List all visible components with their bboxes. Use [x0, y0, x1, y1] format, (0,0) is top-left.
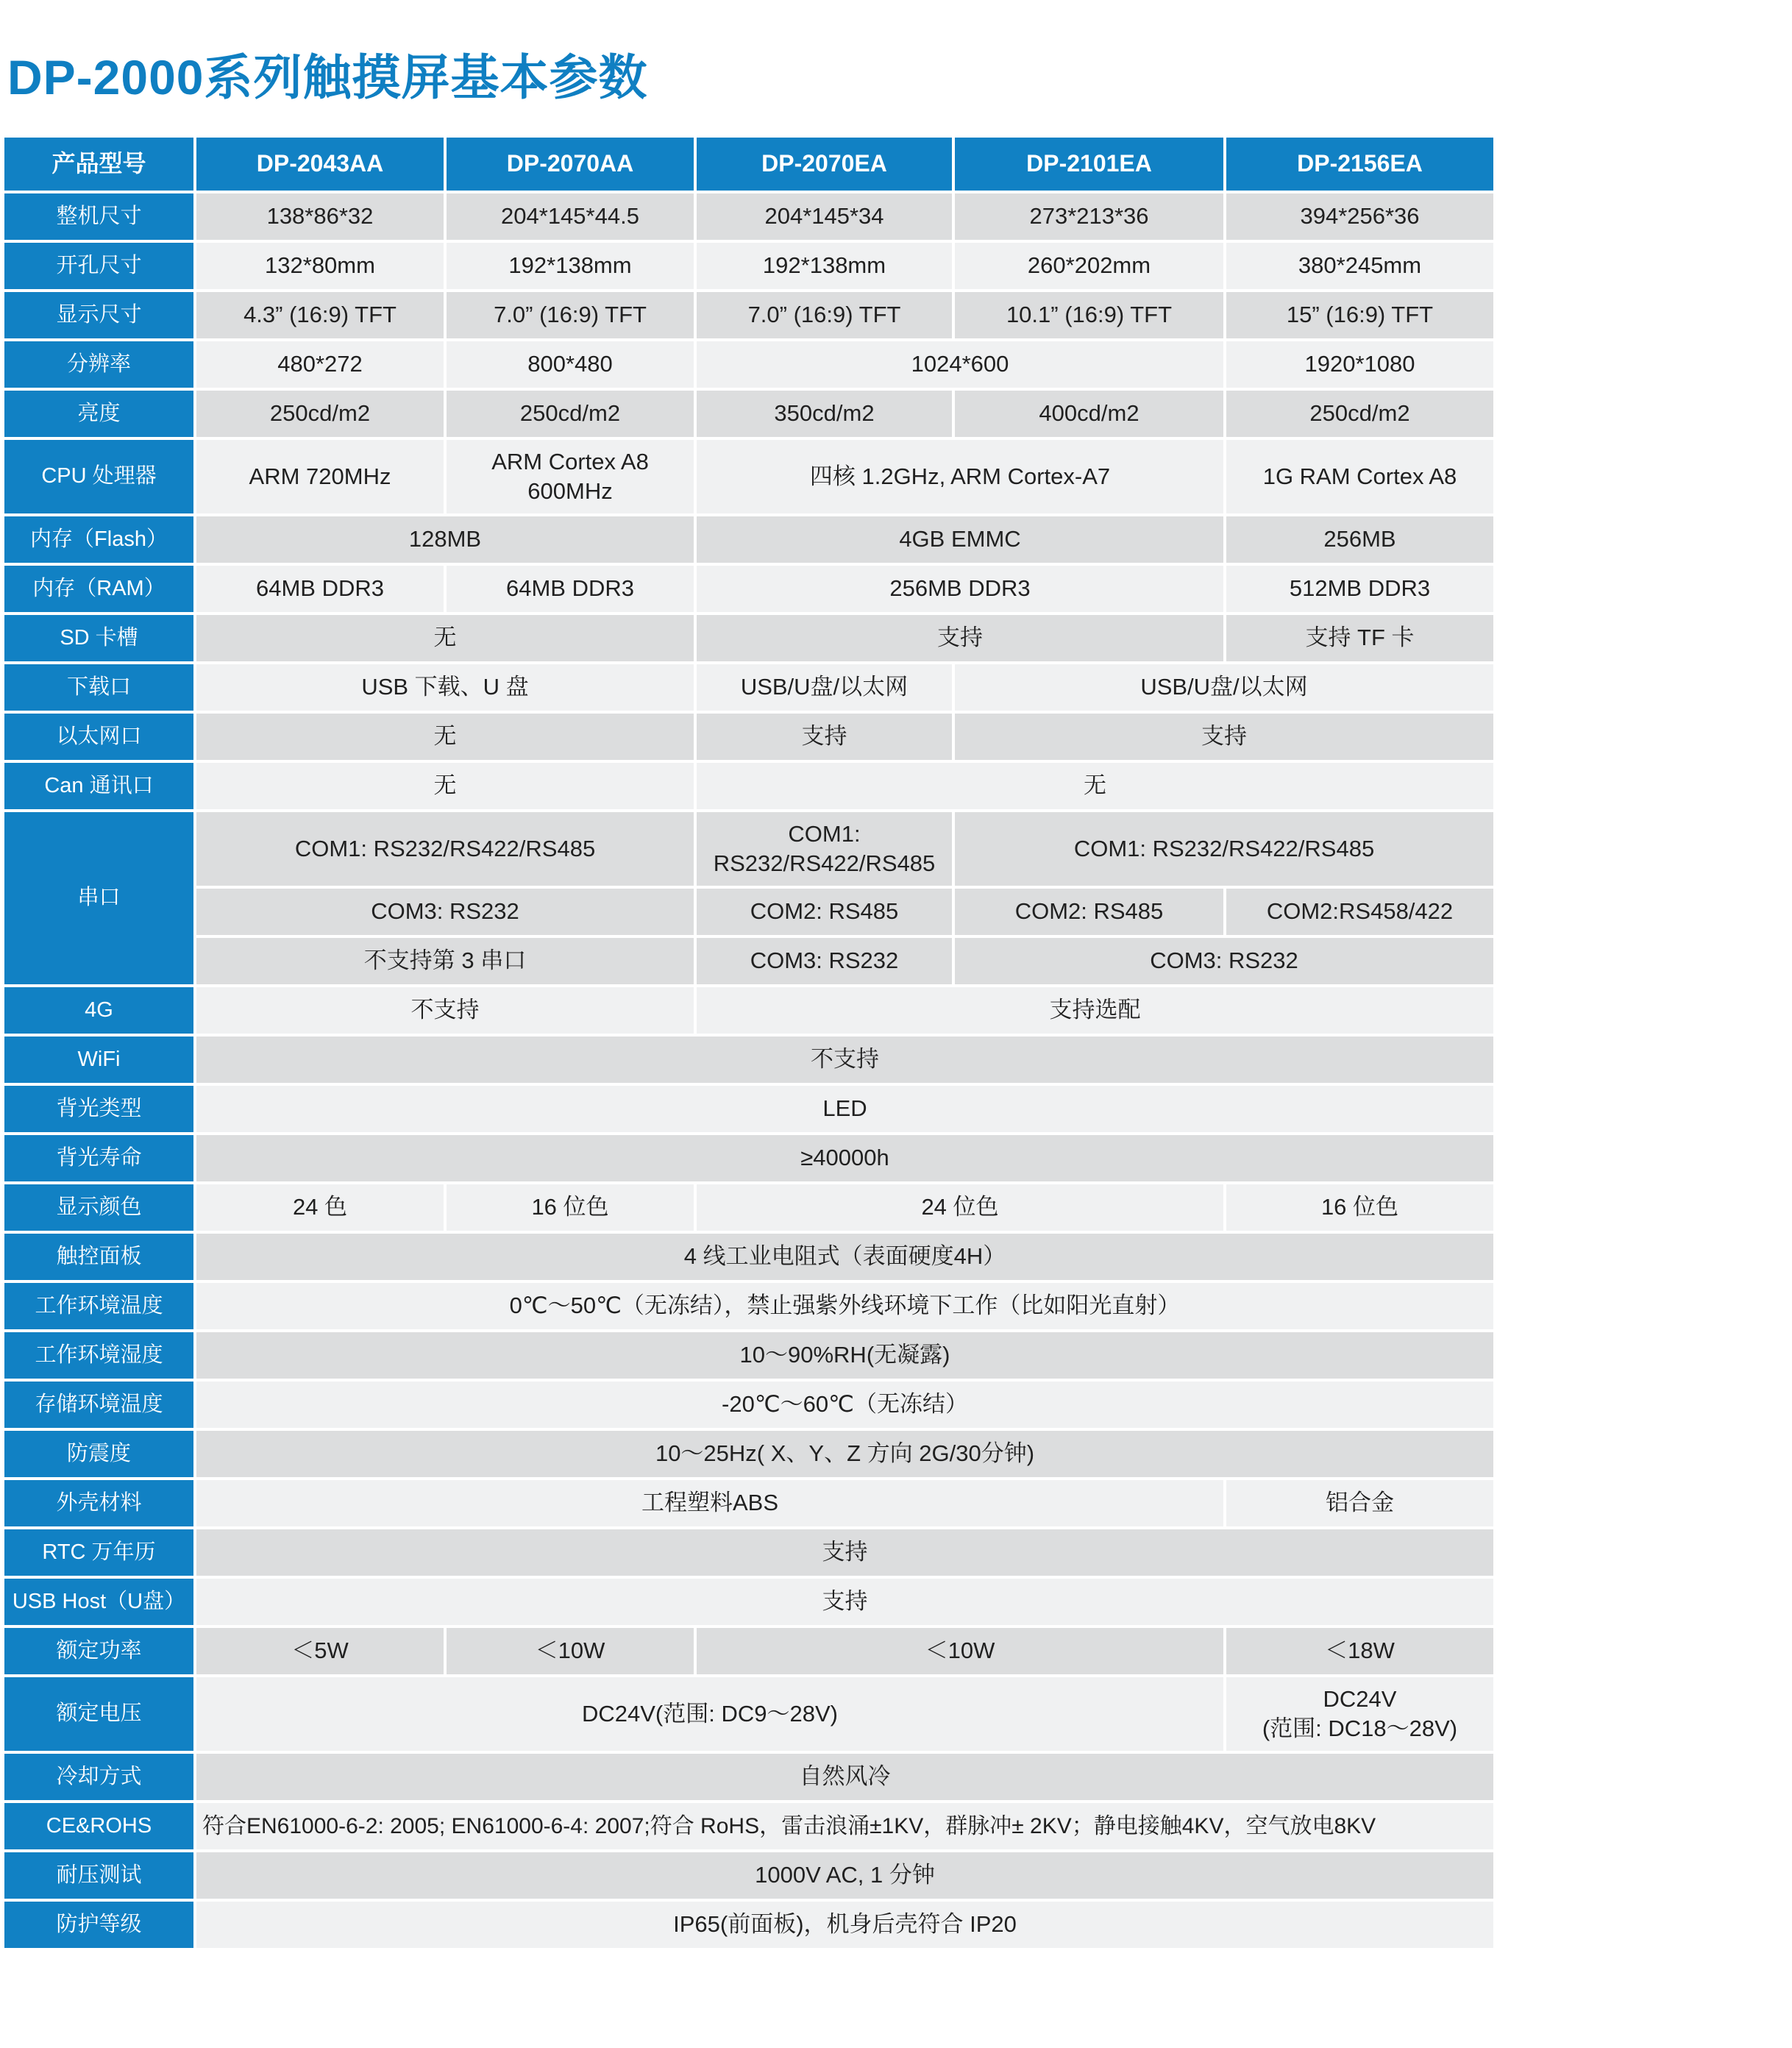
value-cell: -20℃～60℃（无冻结） — [196, 1382, 1493, 1428]
value-cell: 4GB EMMC — [697, 516, 1223, 563]
value-cell: 380*245mm — [1226, 243, 1493, 289]
value-cell: 24 位色 — [697, 1184, 1223, 1231]
value-cell: 204*145*34 — [697, 193, 952, 240]
value-cell: COM2:RS458/422 — [1226, 889, 1493, 935]
value-cell: 0℃～50℃（无冻结），禁止强紫外线环境下工作（比如阳光直射） — [196, 1283, 1493, 1329]
param-label-cell: 开孔尺寸 — [4, 243, 193, 289]
value-cell: 不支持 — [196, 987, 694, 1034]
value-cell: 204*145*44.5 — [447, 193, 694, 240]
value-cell: 四核 1.2GHz, ARM Cortex-A7 — [697, 440, 1223, 513]
value-cell: 128MB — [196, 516, 694, 563]
value-cell: 256MB DDR3 — [697, 566, 1223, 612]
value-cell: COM2: RS485 — [697, 889, 952, 935]
value-cell: 64MB DDR3 — [196, 566, 444, 612]
value-cell: USB/U盘/以太网 — [697, 664, 952, 711]
param-label-cell: 整机尺寸 — [4, 193, 193, 240]
value-cell: 64MB DDR3 — [447, 566, 694, 612]
column-header-model: DP-2156EA — [1226, 138, 1493, 191]
value-cell — [447, 440, 694, 513]
value-cell: 7.0” (16:9) TFT — [697, 292, 952, 338]
value-cell: LED — [196, 1086, 1493, 1132]
param-label-cell: 防护等级 — [4, 1902, 193, 1948]
value-cell: 1024*600 — [697, 341, 1223, 388]
param-label-cell: 亮度 — [4, 391, 193, 437]
value-cell: ＜5W — [196, 1628, 444, 1674]
value-cell: ≥40000h — [196, 1135, 1493, 1181]
value-cell: 符合EN61000-6-2: 2005; EN61000-6-4: 2007;符合 RoHS，雷击浪涌±1KV，群脉冲± 2KV；静电接触4KV，空气放电8KV — [196, 1803, 1493, 1849]
param-label-cell: 分辨率 — [4, 341, 193, 388]
param-label-cell: USB Host（U盘） — [4, 1579, 193, 1625]
value-cell: 自然风冷 — [196, 1754, 1493, 1800]
value-cell: 400cd/m2 — [955, 391, 1223, 437]
value-cell: 支持 — [697, 615, 1223, 661]
column-header-model: DP-2070AA — [447, 138, 694, 191]
value-cell: 7.0” (16:9) TFT — [447, 292, 694, 338]
value-cell: 不支持 — [196, 1037, 1493, 1083]
param-label-cell: 4G — [4, 987, 193, 1034]
value-cell: 250cd/m2 — [196, 391, 444, 437]
param-label-cell: 存储环境温度 — [4, 1382, 193, 1428]
cell-line: (范围: DC18～28V) — [1262, 1715, 1458, 1741]
param-label-cell: 防震度 — [4, 1431, 193, 1477]
param-label-cell: 耐压测试 — [4, 1852, 193, 1899]
value-cell: DC24V(范围: DC9～28V) — [196, 1677, 1223, 1751]
spec-table — [4, 138, 1493, 1948]
value-cell: 16 位色 — [1226, 1184, 1493, 1231]
value-cell: COM1: RS232/RS422/RS485 — [196, 812, 694, 886]
param-label-cell: 外壳材料 — [4, 1480, 193, 1526]
value-cell: 24 色 — [196, 1184, 444, 1231]
value-cell: 工程塑料ABS — [196, 1480, 1223, 1526]
value-cell: 支持 TF 卡 — [1226, 615, 1493, 661]
value-cell: 4.3” (16:9) TFT — [196, 292, 444, 338]
param-label-cell: 背光类型 — [4, 1086, 193, 1132]
param-label-cell: 工作环境湿度 — [4, 1332, 193, 1379]
value-cell: 10～25Hz( X、Y、Z 方向 2G/30分钟) — [196, 1431, 1493, 1477]
value-cell: 无 — [196, 763, 694, 809]
value-cell: ＜10W — [447, 1628, 694, 1674]
cell-line: 600MHz — [527, 478, 613, 504]
value-cell: 260*202mm — [955, 243, 1223, 289]
value-cell: 132*80mm — [196, 243, 444, 289]
param-label-cell: 背光寿命 — [4, 1135, 193, 1181]
value-cell: 250cd/m2 — [447, 391, 694, 437]
value-cell: 无 — [196, 615, 694, 661]
page-title: DP-2000系列触摸屏基本参数 — [7, 50, 648, 104]
value-cell: 512MB DDR3 — [1226, 566, 1493, 612]
value-cell: 1000V AC, 1 分钟 — [196, 1852, 1493, 1899]
value-cell — [697, 812, 952, 886]
cell-line: ARM Cortex A8 — [491, 448, 649, 474]
param-label-cell: CE&ROHS — [4, 1803, 193, 1849]
value-cell: ＜18W — [1226, 1628, 1493, 1674]
value-cell: COM3: RS232 — [697, 938, 952, 984]
value-cell: 250cd/m2 — [1226, 391, 1493, 437]
value-cell: 10～90%RH(无凝露) — [196, 1332, 1493, 1379]
value-cell: 无 — [697, 763, 1493, 809]
param-label-cell: RTC 万年历 — [4, 1529, 193, 1576]
value-cell: USB/U盘/以太网 — [955, 664, 1493, 711]
value-cell: 480*272 — [196, 341, 444, 388]
param-label-cell: 额定功率 — [4, 1628, 193, 1674]
value-cell: 1G RAM Cortex A8 — [1226, 440, 1493, 513]
value-cell: 支持 — [196, 1579, 1493, 1625]
param-label-cell: 冷却方式 — [4, 1754, 193, 1800]
value-cell: 10.1” (16:9) TFT — [955, 292, 1223, 338]
param-label-cell: 下载口 — [4, 664, 193, 711]
column-header-model: DP-2101EA — [955, 138, 1223, 191]
value-cell: 138*86*32 — [196, 193, 444, 240]
column-header-param: 产品型号 — [4, 138, 193, 191]
param-label-cell: 串口 — [4, 812, 193, 984]
param-label-cell: CPU 处理器 — [4, 440, 193, 513]
param-label-cell: WiFi — [4, 1037, 193, 1083]
value-cell: 铝合金 — [1226, 1480, 1493, 1526]
column-header-model: DP-2043AA — [196, 138, 444, 191]
column-header-model: DP-2070EA — [697, 138, 952, 191]
param-label-cell: SD 卡槽 — [4, 615, 193, 661]
value-cell — [1226, 1677, 1493, 1751]
value-cell: IP65(前面板)，机身后壳符合 IP20 — [196, 1902, 1493, 1948]
value-cell: 支持选配 — [697, 987, 1493, 1034]
value-cell: 192*138mm — [697, 243, 952, 289]
value-cell: 273*213*36 — [955, 193, 1223, 240]
value-cell: 无 — [196, 714, 694, 760]
value-cell: 394*256*36 — [1226, 193, 1493, 240]
value-cell: 不支持第 3 串口 — [196, 938, 694, 984]
value-cell: 支持 — [196, 1529, 1493, 1576]
value-cell: ARM 720MHz — [196, 440, 444, 513]
value-cell: 1920*1080 — [1226, 341, 1493, 388]
cell-line: DC24V — [1323, 1685, 1397, 1712]
value-cell: COM3: RS232 — [955, 938, 1493, 984]
cell-line: COM1: — [788, 820, 861, 847]
param-label-cell: 内存（Flash） — [4, 516, 193, 563]
value-cell: 16 位色 — [447, 1184, 694, 1231]
param-label-cell: 以太网口 — [4, 714, 193, 760]
value-cell: 350cd/m2 — [697, 391, 952, 437]
value-cell: 256MB — [1226, 516, 1493, 563]
param-label-cell: 显示颜色 — [4, 1184, 193, 1231]
value-cell: COM2: RS485 — [955, 889, 1223, 935]
param-label-cell: 工作环境温度 — [4, 1283, 193, 1329]
value-cell: COM3: RS232 — [196, 889, 694, 935]
value-cell: USB 下载、U 盘 — [196, 664, 694, 711]
param-label-cell: 显示尺寸 — [4, 292, 193, 338]
cell-line: RS232/RS422/RS485 — [713, 850, 936, 876]
value-cell: 192*138mm — [447, 243, 694, 289]
value-cell: COM1: RS232/RS422/RS485 — [955, 812, 1493, 886]
param-label-cell: 额定电压 — [4, 1677, 193, 1751]
param-label-cell: Can 通讯口 — [4, 763, 193, 809]
value-cell: 15” (16:9) TFT — [1226, 292, 1493, 338]
value-cell: 支持 — [697, 714, 952, 760]
value-cell: 支持 — [955, 714, 1493, 760]
value-cell: 4 线工业电阻式（表面硬度4H） — [196, 1234, 1493, 1280]
param-label-cell: 触控面板 — [4, 1234, 193, 1280]
param-label-cell: 内存（RAM） — [4, 566, 193, 612]
value-cell: 800*480 — [447, 341, 694, 388]
value-cell: ＜10W — [697, 1628, 1223, 1674]
